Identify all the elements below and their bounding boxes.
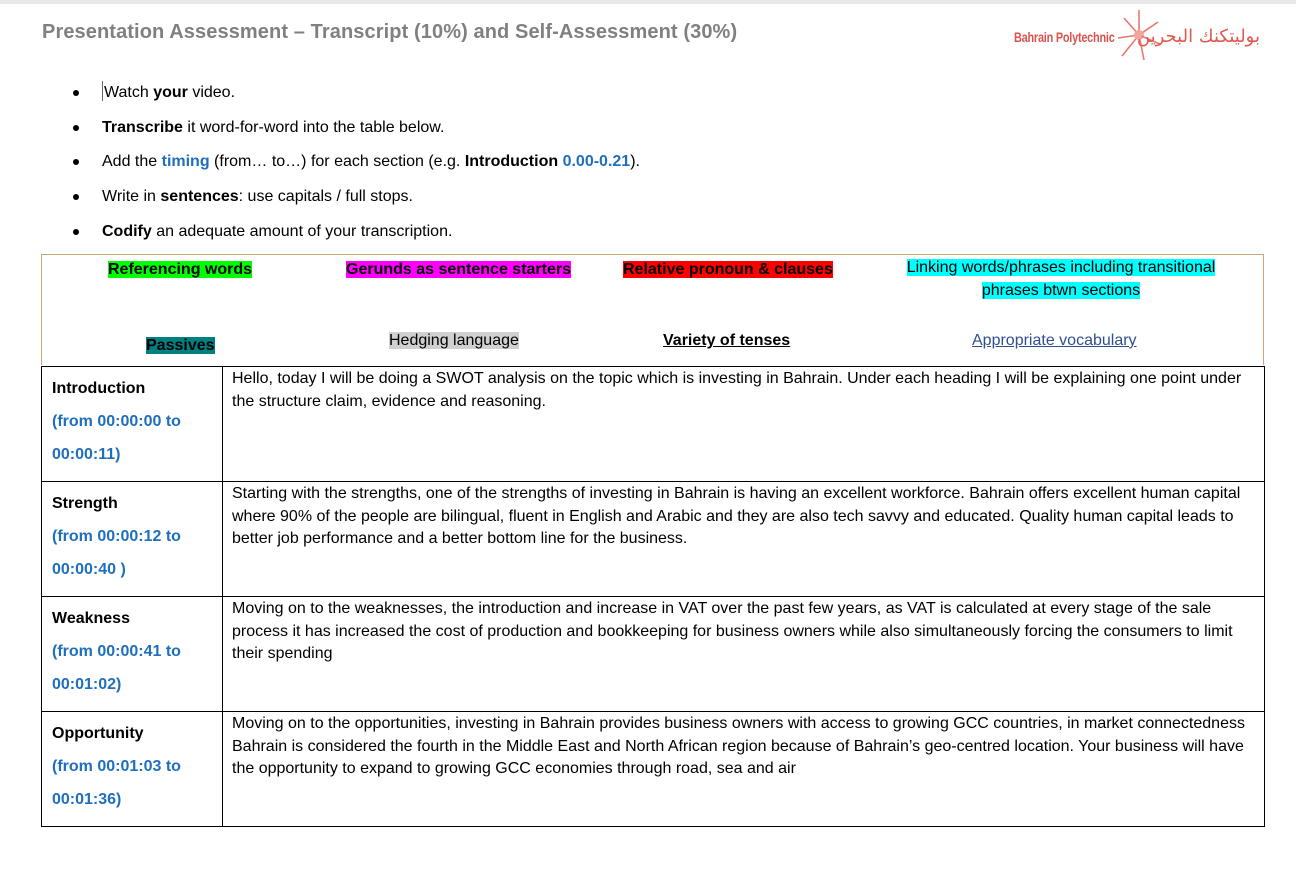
transcript-cell[interactable]: Starting with the strengths, one of the strengths of investing in Bahrain is having an excellent workforce. Bahrain offers excellent human capital where 90% of the people are bilingual, fluent in English and Arabic and they are also tech savvy and educated. Quality human capital leads to better job performance and a better bottom line for the business. (223, 482, 1265, 597)
bullet-icon (73, 229, 79, 235)
transcript-cell[interactable]: Moving on to the opportunities, investing in Bahrain provides business owners with access to growing GCC countries, in market connectedness Bahrain is considered the fourth in the Middle East and North African region because of Bahrain’s geo-centred location. Your business will have the opportunity to expand to growing GCC economies through road, sea and air (223, 712, 1265, 827)
section-name: Weakness (52, 610, 130, 627)
legend-label: Relative pronoun & clauses (623, 261, 833, 278)
transcript-cell[interactable]: Hello, today I will be doing a SWOT analysis on the topic which is investing in Bahrain. Under each heading I will be explaining one point under the structure claim, evidence and reasoning. (223, 367, 1265, 482)
legend-passives (146, 334, 215, 357)
instruction-item (70, 149, 640, 184)
logo-text-english: Bahrain Polytechnic (1014, 29, 1115, 45)
timing-end: 00:01:02) (52, 676, 122, 693)
instruction-bold: your (153, 84, 188, 101)
instruction-bold: Introduction (464, 153, 559, 171)
instruction-text: (from… to…) for each section (e.g. (209, 153, 465, 171)
section-timing (52, 405, 212, 471)
timing-start: (from 00:01:03 to (52, 758, 181, 775)
instruction-list (70, 80, 640, 253)
logo-text-arabic: بوليتكنك البحرين (1136, 26, 1260, 47)
legend-label: Passives (146, 337, 215, 354)
instruction-item (70, 184, 640, 219)
section-name: Opportunity (52, 725, 144, 742)
section-name: Strength (52, 495, 118, 512)
instruction-text: ). (630, 153, 640, 171)
section-cell (42, 367, 223, 482)
instruction-item (70, 219, 640, 254)
bullet-icon (73, 194, 79, 200)
bullet-icon (73, 125, 79, 131)
instruction-item (70, 80, 640, 115)
instruction-text: an adequate amount of your transcription. (151, 222, 453, 240)
section-cell (42, 712, 223, 827)
bahrain-polytechnic-logo (1014, 8, 1264, 64)
legend-linking (896, 256, 1226, 302)
transcript-cell[interactable]: Moving on to the weaknesses, the introduction and increase in VAT over the past few years, as VAT is calculated at every stage of the sale process it has increased the cost of production and bookkeeping for business owners while also simultaneously forcing the consumers to limit their spending (223, 597, 1265, 712)
instruction-item (70, 115, 640, 150)
legend-hedging (389, 329, 519, 352)
instruction-bold: Codify (102, 222, 152, 240)
table-row (42, 367, 1265, 482)
timing-end: 00:00:40 ) (52, 561, 126, 578)
instruction-highlight: 0.00-0.21 (562, 153, 631, 171)
section-cell (42, 597, 223, 712)
legend-label: Referencing words (108, 261, 253, 278)
legend-label: Appropriate vocabulary (972, 332, 1137, 349)
timing-start: (from 00:00:00 to (52, 413, 181, 430)
coding-legend (41, 254, 1264, 365)
table-row (42, 712, 1265, 827)
legend-label: Linking words/phrases including transitional (906, 259, 1216, 276)
instruction-text: : use capitals / full stops. (238, 188, 413, 206)
instruction-text: Write in (102, 188, 161, 206)
instruction-bold: sentences (160, 188, 239, 206)
section-cell (42, 482, 223, 597)
timing-end: 00:00:11) (52, 446, 121, 463)
legend-vocabulary (972, 329, 1137, 352)
section-name: Introduction (52, 380, 146, 397)
instruction-highlight: timing (161, 153, 210, 171)
legend-label: Gerunds as sentence starters (346, 261, 571, 278)
bullet-icon (73, 159, 79, 165)
legend-gerunds (346, 258, 571, 281)
legend-label: Variety of tenses (663, 332, 791, 349)
timing-start: (from 00:00:12 to (52, 528, 181, 545)
text-cursor (102, 81, 103, 101)
page-title: Presentation Assessment – Transcript (10%) and Self-Assessment (30%) (42, 21, 738, 43)
instruction-bold: Transcribe (102, 118, 183, 136)
instruction-text: Add the (102, 153, 162, 171)
legend-referencing (108, 258, 252, 281)
instruction-text: Watch (104, 84, 154, 101)
legend-tenses (663, 329, 790, 352)
instruction-text: it word-for-word into the table below. (182, 118, 445, 136)
section-timing (52, 635, 212, 701)
bullet-icon (73, 90, 79, 96)
table-row (42, 482, 1265, 597)
legend-relative (623, 258, 833, 281)
timing-end: 00:01:36) (52, 791, 122, 808)
transcript-table (41, 366, 1265, 827)
page-top-border (0, 0, 1296, 4)
section-timing (52, 750, 212, 816)
timing-start: (from 00:00:41 to (52, 643, 181, 660)
legend-label: Hedging language (389, 332, 519, 349)
legend-label: phrases btwn sections (981, 282, 1141, 299)
instruction-text: video. (187, 84, 236, 101)
table-row (42, 597, 1265, 712)
section-timing (52, 520, 212, 586)
